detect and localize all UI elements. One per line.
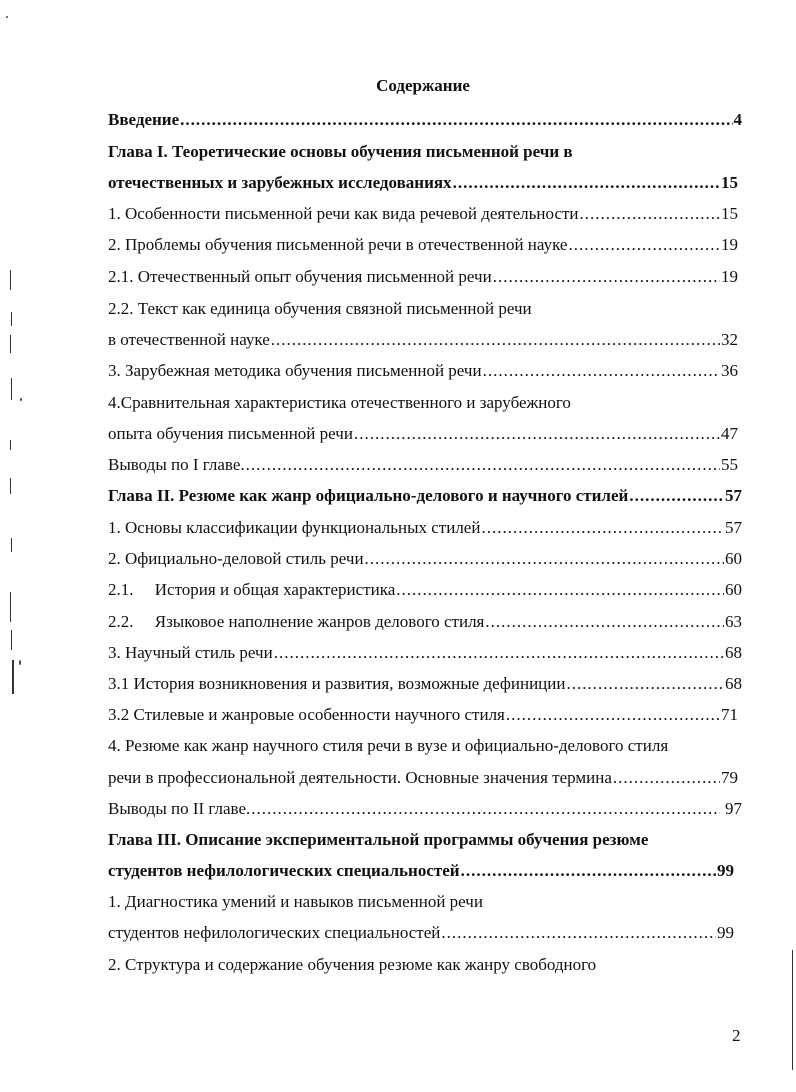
toc-entry-ch2-3[interactable] — [108, 641, 742, 665]
toc-entry-ch2-2-1[interactable] — [108, 578, 742, 602]
toc-entry-conclusions-2[interactable] — [108, 797, 742, 821]
toc-entry-page: 71 — [721, 705, 738, 724]
toc-entry-text: Выводы по II главе. — [108, 799, 251, 818]
toc-entry-text: 1. Основы классификации функциональных стилей — [108, 518, 481, 537]
scan-speck — [20, 398, 22, 401]
toc-leader-dots — [354, 422, 720, 446]
toc-leader-dots — [580, 202, 720, 226]
toc-entry-text: 2. Проблемы обучения письменной речи в отечественной науке — [108, 235, 568, 254]
toc-entry-text: 2. Структура и содержание обучения резюме как жанру свободного — [108, 955, 597, 974]
toc-entry-chapter-2[interactable] — [108, 484, 742, 508]
toc-leader-dots — [461, 859, 716, 883]
toc-entry-text: в отечественной науке — [108, 330, 270, 349]
toc-entry-introduction[interactable] — [108, 108, 742, 132]
toc-leader-dots — [613, 766, 720, 790]
toc-entry-page: 60 — [725, 549, 742, 568]
toc-entry-text: 3.2 Стилевые и жанровые особенности научного стиля — [108, 705, 505, 724]
scan-artifact — [792, 950, 793, 1070]
toc-entry-page: 55 — [721, 455, 738, 474]
toc-leader-dots — [566, 672, 724, 696]
toc-entry-1[interactable] — [108, 202, 738, 226]
toc-entry-page: 99 — [717, 923, 734, 942]
toc-leader-dots — [246, 453, 720, 477]
page-number: 2 — [732, 1026, 741, 1045]
toc-leader-dots — [180, 108, 732, 132]
toc-entry-page: 32 — [721, 330, 738, 349]
toc-entry-text: 3.1 История возникновения и развития, возможные дефиниции — [108, 674, 566, 693]
toc-entry-text: 2.2. Текст как единица обучения связной письменной речи — [108, 299, 532, 318]
toc-entry-page: 19 — [721, 267, 738, 286]
scan-artifact — [10, 270, 11, 290]
toc-entry-2[interactable] — [108, 233, 738, 257]
toc-entry-text: отечественных и зарубежных исследованиях — [108, 173, 452, 192]
toc-leader-dots — [453, 171, 720, 195]
page-title: Содержание — [376, 76, 470, 95]
toc-entry-text: речи в профессиональной деятельности. Основные значения термина — [108, 768, 612, 787]
scan-artifact — [11, 630, 12, 650]
toc-entry-page: 68 — [725, 643, 742, 662]
toc-entry-page: 99 — [717, 861, 734, 880]
toc-entry-text: Введение — [108, 110, 180, 129]
toc-entry-page: 97 — [720, 799, 742, 818]
scan-speck — [19, 660, 21, 665]
scan-artifact — [10, 478, 11, 494]
toc-entry-ch3-1-line-2[interactable] — [108, 921, 734, 945]
toc-entry-page: 68 — [725, 674, 742, 693]
toc-entry-4-line-1[interactable] — [108, 391, 571, 415]
toc-entry-page: 57 — [725, 518, 742, 537]
toc-entry-text: 2.1. Отечественный опыт обучения письменной речи — [108, 267, 492, 286]
scan-artifact — [10, 335, 11, 353]
toc-leader-dots — [365, 547, 724, 571]
toc-entry-text: 4.Сравнительная характеристика отечественного и зарубежного — [108, 393, 571, 412]
toc-entry-text: опыта обучения письменной речи — [108, 424, 353, 443]
toc-entry-3[interactable] — [108, 359, 738, 383]
scan-speck — [6, 16, 8, 18]
toc-entry-ch2-3-1[interactable] — [108, 672, 742, 696]
toc-entry-page: 57 — [725, 486, 742, 505]
toc-entry-text: студентов нефилологических специальностей — [108, 923, 441, 942]
toc-entry-text: Глава II. Резюме как жанр официально-делового и научного стилей — [108, 486, 629, 505]
toc-entry-page: 63 — [725, 612, 742, 631]
toc-entry-page: 47 — [721, 424, 738, 443]
toc-entry-4-line-2[interactable] — [108, 422, 738, 446]
toc-leader-dots — [629, 484, 724, 508]
toc-entry-ch2-4-line-1[interactable] — [108, 734, 668, 758]
toc-entry-text: 3. Зарубежная методика обучения письменной речи — [108, 361, 482, 380]
toc-entry-page: 36 — [721, 361, 738, 380]
toc-leader-dots — [251, 797, 719, 821]
toc-entry-ch2-4-line-2[interactable] — [108, 766, 738, 790]
toc-leader-dots — [274, 641, 724, 665]
toc-entry-text: 3. Научный стиль речи — [108, 643, 273, 662]
toc-entry-conclusions-1[interactable] — [108, 453, 738, 477]
toc-entry-ch2-2[interactable] — [108, 547, 742, 571]
toc-entry-page: 4 — [733, 110, 742, 129]
toc-entry-text: 2.2. Языковое наполнение жанров делового стиля — [108, 612, 485, 631]
toc-entry-chapter-3-line-1[interactable] — [108, 828, 648, 852]
toc-entry-text: 2.1. История и общая характеристика — [108, 580, 396, 599]
toc-leader-dots — [483, 359, 720, 383]
scan-artifact — [10, 592, 11, 622]
scan-artifact — [10, 440, 11, 450]
toc-entry-chapter-1-line-1[interactable] — [108, 140, 573, 164]
toc-entry-text: 1. Диагностика умений и навыков письменной речи — [108, 892, 483, 911]
toc-entry-2-2-line-2[interactable] — [108, 328, 738, 352]
toc-entry-page: 15 — [721, 173, 738, 192]
toc-leader-dots — [506, 703, 720, 727]
toc-leader-dots — [493, 265, 720, 289]
toc-entry-page: 60 — [725, 580, 742, 599]
scan-artifact — [11, 312, 12, 326]
toc-entry-text: Выводы по I главе. — [108, 455, 245, 474]
toc-leader-dots — [396, 578, 724, 602]
toc-entry-chapter-3-line-2[interactable] — [108, 859, 734, 883]
toc-entry-text: 1. Особенности письменной речи как вида речевой деятельности — [108, 204, 579, 223]
toc-entry-text: студентов нефилологических специальностей — [108, 861, 460, 880]
toc-entry-text: Глава III. Описание экспериментальной программы обучения резюме — [108, 830, 649, 849]
toc-entry-text: 4. Резюме как жанр научного стиля речи в вузе и официально-делового стиля — [108, 736, 669, 755]
toc-entry-ch2-2-2[interactable] — [108, 610, 742, 634]
scan-artifact — [12, 660, 14, 694]
toc-entry-page: 19 — [721, 235, 738, 254]
toc-leader-dots — [441, 921, 716, 945]
toc-entry-text: Глава I. Теоретические основы обучения письменной речи в — [108, 142, 573, 161]
toc-entry-ch2-3-2[interactable] — [108, 703, 738, 727]
toc-entry-ch3-2-line-1[interactable] — [108, 953, 596, 977]
toc-entry-ch3-1-line-1[interactable] — [108, 890, 483, 914]
toc-entry-2-1[interactable] — [108, 265, 738, 289]
toc-entry-page: 15 — [721, 204, 738, 223]
scan-artifact — [11, 378, 12, 400]
toc-leader-dots — [485, 610, 724, 634]
toc-entry-page: 79 — [721, 768, 738, 787]
toc-entry-2-2-line-1[interactable] — [108, 297, 532, 321]
toc-leader-dots — [481, 516, 724, 540]
toc-entry-chapter-1-line-2[interactable] — [108, 171, 738, 195]
toc-entry-text: 2. Официально-деловой стиль речи — [108, 549, 364, 568]
toc-entry-ch2-1[interactable] — [108, 516, 742, 540]
toc-leader-dots — [568, 233, 720, 257]
toc-leader-dots — [271, 328, 720, 352]
scan-artifact — [11, 538, 12, 552]
